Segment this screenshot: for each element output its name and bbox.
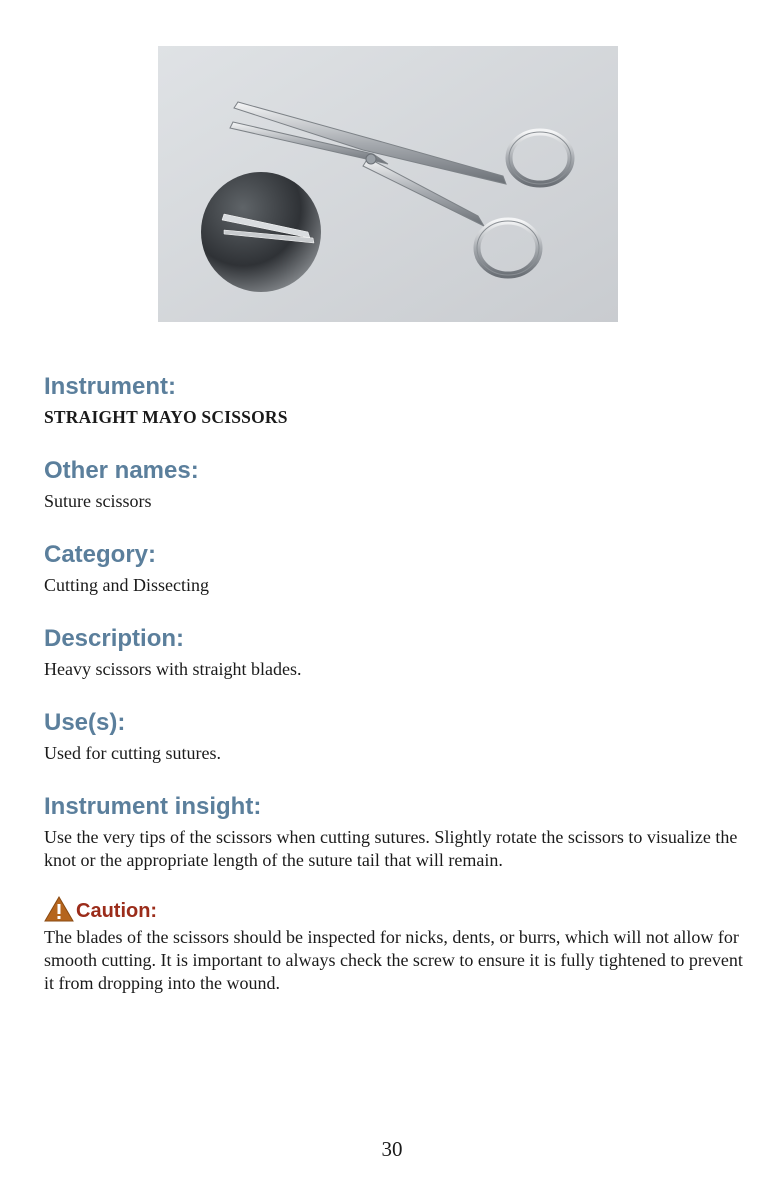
other-names-value: Suture scissors — [44, 491, 152, 511]
category-heading: Category: — [44, 541, 157, 568]
instrument-heading: Instrument: — [44, 373, 176, 400]
caution-value: The blades of the scissors should be inspected for nicks, dents, or burrs, which will not allow for smooth cutting. It is important to always check the screw to ensure it is fully tightened to prevent it from dropping into the wound. — [44, 927, 743, 993]
uses-value: Used for cutting sutures. — [44, 743, 221, 763]
category-value: Cutting and Dissecting — [44, 575, 209, 595]
instrument-name: STRAIGHT MAYO SCISSORS — [44, 407, 288, 427]
insight-heading: Instrument insight: — [44, 793, 262, 820]
category-section — [44, 540, 209, 597]
uses-section — [44, 708, 221, 765]
scissors-illustration — [158, 46, 618, 322]
description-section — [44, 624, 301, 681]
page-number: 30 — [381, 1137, 403, 1161]
other-names-heading: Other names: — [44, 457, 199, 484]
instrument-photo — [158, 46, 618, 322]
instrument-section — [44, 372, 288, 429]
insight-value: Use the very tips of the scissors when cutting sutures. Slightly rotate the scissors to visualize the knot or the appropriate length of the suture tail that will remain. — [44, 827, 738, 870]
description-heading: Description: — [44, 625, 185, 652]
warning-triangle-icon — [44, 896, 74, 922]
caution-header — [44, 892, 744, 922]
caution-heading: Caution: — [76, 900, 158, 922]
caution-section — [44, 892, 744, 995]
uses-heading: Use(s): — [44, 709, 126, 736]
insight-section — [44, 792, 744, 872]
other-names-section — [44, 456, 199, 513]
description-value: Heavy scissors with straight blades. — [44, 659, 302, 679]
